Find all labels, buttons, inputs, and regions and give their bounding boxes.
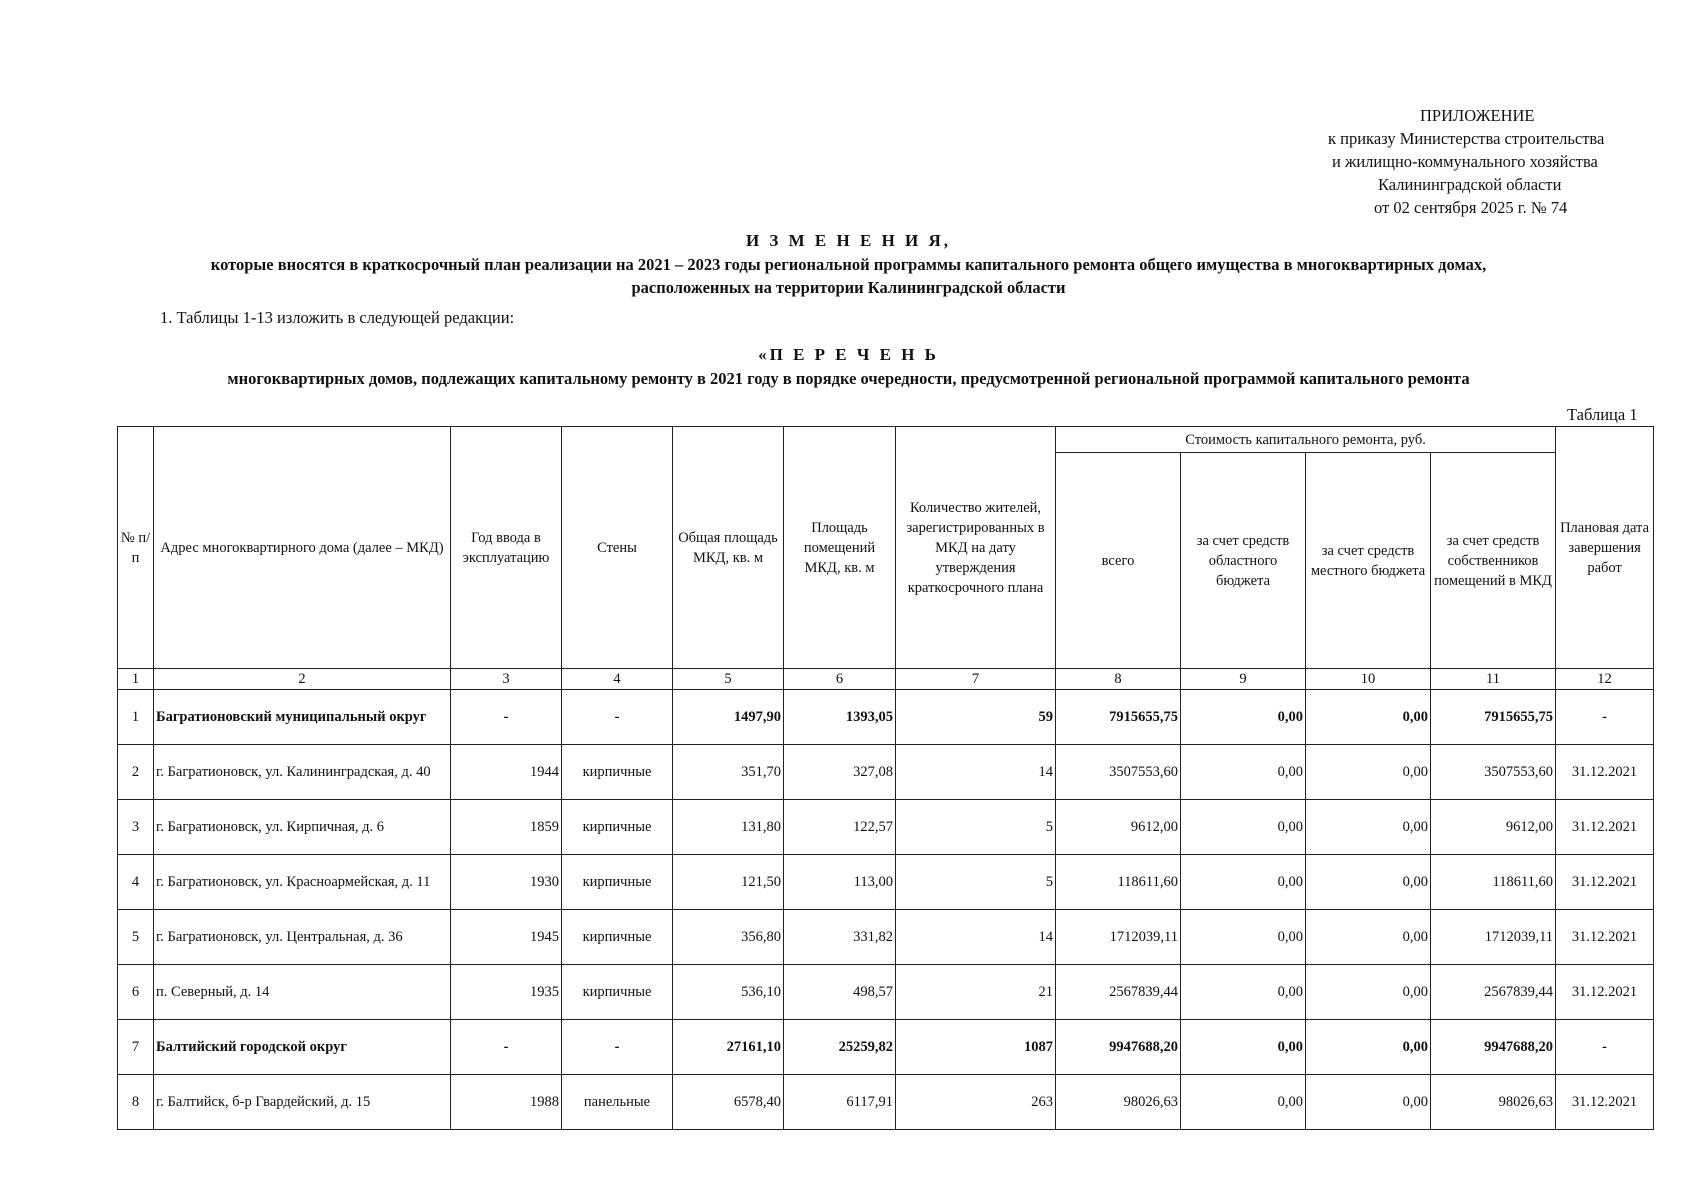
table-label: Таблица 1	[1567, 405, 1638, 424]
table-row-district	[118, 1020, 1654, 1075]
cell-cost-total: 9612,00	[1056, 800, 1181, 855]
cell-cost-regional: 0,00	[1181, 800, 1306, 855]
cell-cost-regional: 0,00	[1181, 1020, 1306, 1075]
cell-year: 1988	[451, 1075, 562, 1130]
cell-completion: -	[1556, 690, 1654, 745]
cell-premises-area: 327,08	[784, 745, 896, 800]
cell-cost-regional: 0,00	[1181, 690, 1306, 745]
column-number: 11	[1431, 669, 1556, 690]
cell-year: 1935	[451, 965, 562, 1020]
list-title: «П Е Р Е Ч Е Н Ь	[758, 345, 939, 364]
cell-premises-area: 113,00	[784, 855, 896, 910]
cell-completion: 31.12.2021	[1556, 910, 1654, 965]
cell-residents: 14	[896, 745, 1056, 800]
cell-year: 1945	[451, 910, 562, 965]
cell-walls: кирпичные	[562, 855, 673, 910]
cell-cost-local: 0,00	[1306, 965, 1431, 1020]
document-title: И З М Е Н Е Н И Я,	[745, 231, 952, 250]
appendix-line: к приказу Министерства строительства	[1328, 129, 1605, 148]
cell-cost-owners: 9947688,20	[1431, 1020, 1556, 1075]
column-number: 4	[562, 669, 673, 690]
cell-premises-area: 331,82	[784, 910, 896, 965]
cell-cost-regional: 0,00	[1181, 745, 1306, 800]
column-number: 6	[784, 669, 896, 690]
cell-cost-owners: 118611,60	[1431, 855, 1556, 910]
list-subtitle: многоквартирных домов, подлежащих капитальному ремонту в 2021 году в порядке очередности, предусмотренной региональной программой капитального ремонта	[227, 369, 1470, 388]
cell-walls: кирпичные	[562, 910, 673, 965]
cell-num: 7	[118, 1020, 154, 1075]
column-number: 3	[451, 669, 562, 690]
cell-cost-regional: 0,00	[1181, 965, 1306, 1020]
cell-address: г. Багратионовск, ул. Красноармейская, д. 11	[154, 855, 451, 910]
table-row	[118, 910, 1654, 965]
cell-residents: 21	[896, 965, 1056, 1020]
cell-residents: 5	[896, 800, 1056, 855]
cell-cost-local: 0,00	[1306, 690, 1431, 745]
cell-num: 6	[118, 965, 154, 1020]
cell-completion: -	[1556, 1020, 1654, 1075]
cell-cost-owners: 2567839,44	[1431, 965, 1556, 1020]
cell-num: 1	[118, 690, 154, 745]
cell-year: -	[451, 690, 562, 745]
header-cost-owners: за счет средств собственников помещений в МКД	[1431, 453, 1556, 669]
cell-cost-total: 2567839,44	[1056, 965, 1181, 1020]
cell-completion: 31.12.2021	[1556, 855, 1654, 910]
cell-cost-local: 0,00	[1306, 855, 1431, 910]
cell-walls: кирпичные	[562, 745, 673, 800]
document-subtitle: которые вносятся в краткосрочный план реализации на 2021 – 2023 годы региональной программы капитального ремонта общего имущества в многоквартирных домах,	[210, 255, 1487, 274]
table-row	[118, 965, 1654, 1020]
header-cost-total: всего	[1056, 453, 1181, 669]
appendix-title: ПРИЛОЖЕНИЕ	[1420, 106, 1535, 125]
column-number: 8	[1056, 669, 1181, 690]
cell-address: г. Багратионовск, ул. Калининградская, д. 40	[154, 745, 451, 800]
document-subtitle-cont: расположенных на территории Калининградской области	[631, 278, 1066, 297]
header-num: № п/п	[118, 427, 154, 669]
cell-walls: панельные	[562, 1075, 673, 1130]
cell-walls: -	[562, 1020, 673, 1075]
header-cost-group: Стоимость капитального ремонта, руб.	[1056, 427, 1556, 453]
cell-cost-total: 7915655,75	[1056, 690, 1181, 745]
cell-num: 8	[118, 1075, 154, 1130]
cell-total-area: 1497,90	[673, 690, 784, 745]
table-row	[118, 800, 1654, 855]
cell-cost-total: 3507553,60	[1056, 745, 1181, 800]
cell-completion: 31.12.2021	[1556, 745, 1654, 800]
cell-year: 1859	[451, 800, 562, 855]
cell-cost-owners: 98026,63	[1431, 1075, 1556, 1130]
cell-cost-regional: 0,00	[1181, 855, 1306, 910]
cell-cost-regional: 0,00	[1181, 910, 1306, 965]
cell-completion: 31.12.2021	[1556, 965, 1654, 1020]
cell-total-area: 121,50	[673, 855, 784, 910]
header-cost-regional: за счет средств областного бюджета	[1181, 453, 1306, 669]
cell-total-area: 356,80	[673, 910, 784, 965]
cell-residents: 5	[896, 855, 1056, 910]
cell-completion: 31.12.2021	[1556, 1075, 1654, 1130]
cell-cost-owners: 3507553,60	[1431, 745, 1556, 800]
cell-cost-total: 98026,63	[1056, 1075, 1181, 1130]
cell-num: 4	[118, 855, 154, 910]
header-residents: Количество жителей, зарегистрированных в МКД на дату утверждения краткосрочного плана	[896, 427, 1056, 669]
cell-address: г. Багратионовск, ул. Кирпичная, д. 6	[154, 800, 451, 855]
header-cost-local: за счет средств местного бюджета	[1306, 453, 1431, 669]
cell-cost-total: 9947688,20	[1056, 1020, 1181, 1075]
cell-address: г. Багратионовск, ул. Центральная, д. 36	[154, 910, 451, 965]
cell-residents: 59	[896, 690, 1056, 745]
cell-cost-local: 0,00	[1306, 1075, 1431, 1130]
table-row-district	[118, 690, 1654, 745]
appendix-block	[1290, 104, 1690, 219]
repair-plan-table	[117, 426, 1654, 1130]
header-completion: Плановая дата завершения работ	[1556, 427, 1654, 669]
appendix-line: и жилищно-коммунального хозяйства	[1332, 152, 1598, 171]
cell-cost-total: 118611,60	[1056, 855, 1181, 910]
header-address: Адрес многоквартирного дома (далее – МКД)	[154, 427, 451, 669]
cell-premises-area: 122,57	[784, 800, 896, 855]
header-premises-area: Площадь помещений МКД, кв. м	[784, 427, 896, 669]
cell-year: 1944	[451, 745, 562, 800]
cell-cost-local: 0,00	[1306, 745, 1431, 800]
cell-num: 3	[118, 800, 154, 855]
cell-address: г. Балтийск, б-р Гвардейский, д. 15	[154, 1075, 451, 1130]
column-number: 5	[673, 669, 784, 690]
appendix-order-date: от 02 сентября 2025 г. № 74	[1374, 198, 1568, 217]
header-total-area: Общая площадь МКД, кв. м	[673, 427, 784, 669]
cell-total-area: 6578,40	[673, 1075, 784, 1130]
cell-completion: 31.12.2021	[1556, 800, 1654, 855]
header-year: Год ввода в эксплуатацию	[451, 427, 562, 669]
column-number: 1	[118, 669, 154, 690]
column-number: 2	[154, 669, 451, 690]
cell-walls: кирпичные	[562, 800, 673, 855]
cell-address: Багратионовский муниципальный округ	[154, 690, 451, 745]
column-number: 12	[1556, 669, 1654, 690]
cell-cost-owners: 9612,00	[1431, 800, 1556, 855]
cell-residents: 263	[896, 1075, 1056, 1130]
paragraph-1: 1. Таблицы 1-13 изложить в следующей редакции:	[160, 308, 515, 327]
cell-premises-area: 498,57	[784, 965, 896, 1020]
column-number: 7	[896, 669, 1056, 690]
cell-total-area: 27161,10	[673, 1020, 784, 1075]
column-number: 9	[1181, 669, 1306, 690]
cell-year: -	[451, 1020, 562, 1075]
cell-num: 2	[118, 745, 154, 800]
cell-residents: 14	[896, 910, 1056, 965]
cell-cost-owners: 1712039,11	[1431, 910, 1556, 965]
cell-total-area: 131,80	[673, 800, 784, 855]
cell-year: 1930	[451, 855, 562, 910]
cell-cost-regional: 0,00	[1181, 1075, 1306, 1130]
table-row	[118, 855, 1654, 910]
cell-num: 5	[118, 910, 154, 965]
table-row	[118, 1075, 1654, 1130]
cell-cost-owners: 7915655,75	[1431, 690, 1556, 745]
cell-premises-area: 6117,91	[784, 1075, 896, 1130]
cell-cost-total: 1712039,11	[1056, 910, 1181, 965]
cell-total-area: 351,70	[673, 745, 784, 800]
cell-premises-area: 1393,05	[784, 690, 896, 745]
cell-cost-local: 0,00	[1306, 1020, 1431, 1075]
cell-address: п. Северный, д. 14	[154, 965, 451, 1020]
cell-cost-local: 0,00	[1306, 910, 1431, 965]
header-walls: Стены	[562, 427, 673, 669]
cell-walls: кирпичные	[562, 965, 673, 1020]
column-number: 10	[1306, 669, 1431, 690]
cell-cost-local: 0,00	[1306, 800, 1431, 855]
appendix-line: Калининградской области	[1378, 175, 1562, 194]
cell-premises-area: 25259,82	[784, 1020, 896, 1075]
cell-walls: -	[562, 690, 673, 745]
cell-total-area: 536,10	[673, 965, 784, 1020]
cell-address: Балтийский городской округ	[154, 1020, 451, 1075]
table-row	[118, 745, 1654, 800]
cell-residents: 1087	[896, 1020, 1056, 1075]
column-numbers-row	[118, 669, 1654, 690]
